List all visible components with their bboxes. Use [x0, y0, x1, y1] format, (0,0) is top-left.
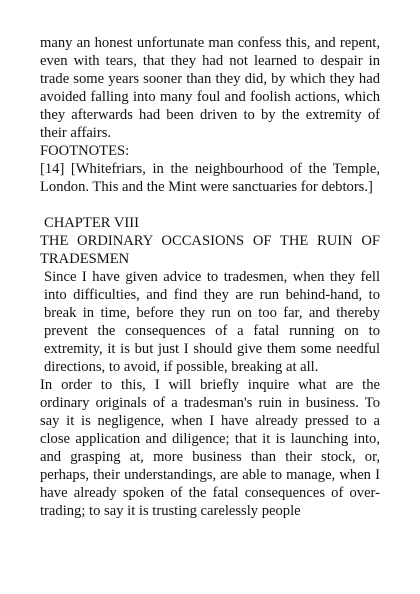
footnotes-heading: FOOTNOTES:	[40, 143, 130, 159]
footnote-14: [14] [Whitefriars, in the neighbourhood of the Temple, London. This and the Mint were sanctuaries for debtors.]	[40, 161, 380, 195]
chapter-title: THE ORDINARY OCCASIONS OF THE RUIN OF TRADESMEN	[40, 233, 380, 267]
book-page	[40, 34, 380, 520]
chapter-paragraph-1: Since I have given advice to tradesmen, when they fell into difficulties, and find they are run behind-hand, to break in time, before they run on too far, and thereby prevent the consequences of a fatal running on to extremity, it is but just I should give them some needful directions, to avoid, if possible, breaking at all.	[44, 269, 380, 375]
chapter-number: CHAPTER VIII	[44, 215, 139, 231]
continuation-paragraph: many an honest unfortunate man confess this, and repent, even with tears, that they had not learned to despair in trade some years sooner than they did, by which they had avoided falling into many foul and foolish actions, which they afterwards had been driven to by the extremity of their affairs.	[40, 35, 380, 141]
chapter-paragraph-2: In order to this, I will briefly inquire what are the ordinary originals of a tradesman's ruin in business. To say it is negligence, when I have already pressed to a close application and diligence; that it is launching into, and grasping at, more business than their stock, or, perhaps, their understandings, are able to manage, when I have already spoken of the fatal consequences of over-trading; to say it is trusting carelessly people	[40, 377, 380, 519]
blank-line	[40, 196, 380, 214]
